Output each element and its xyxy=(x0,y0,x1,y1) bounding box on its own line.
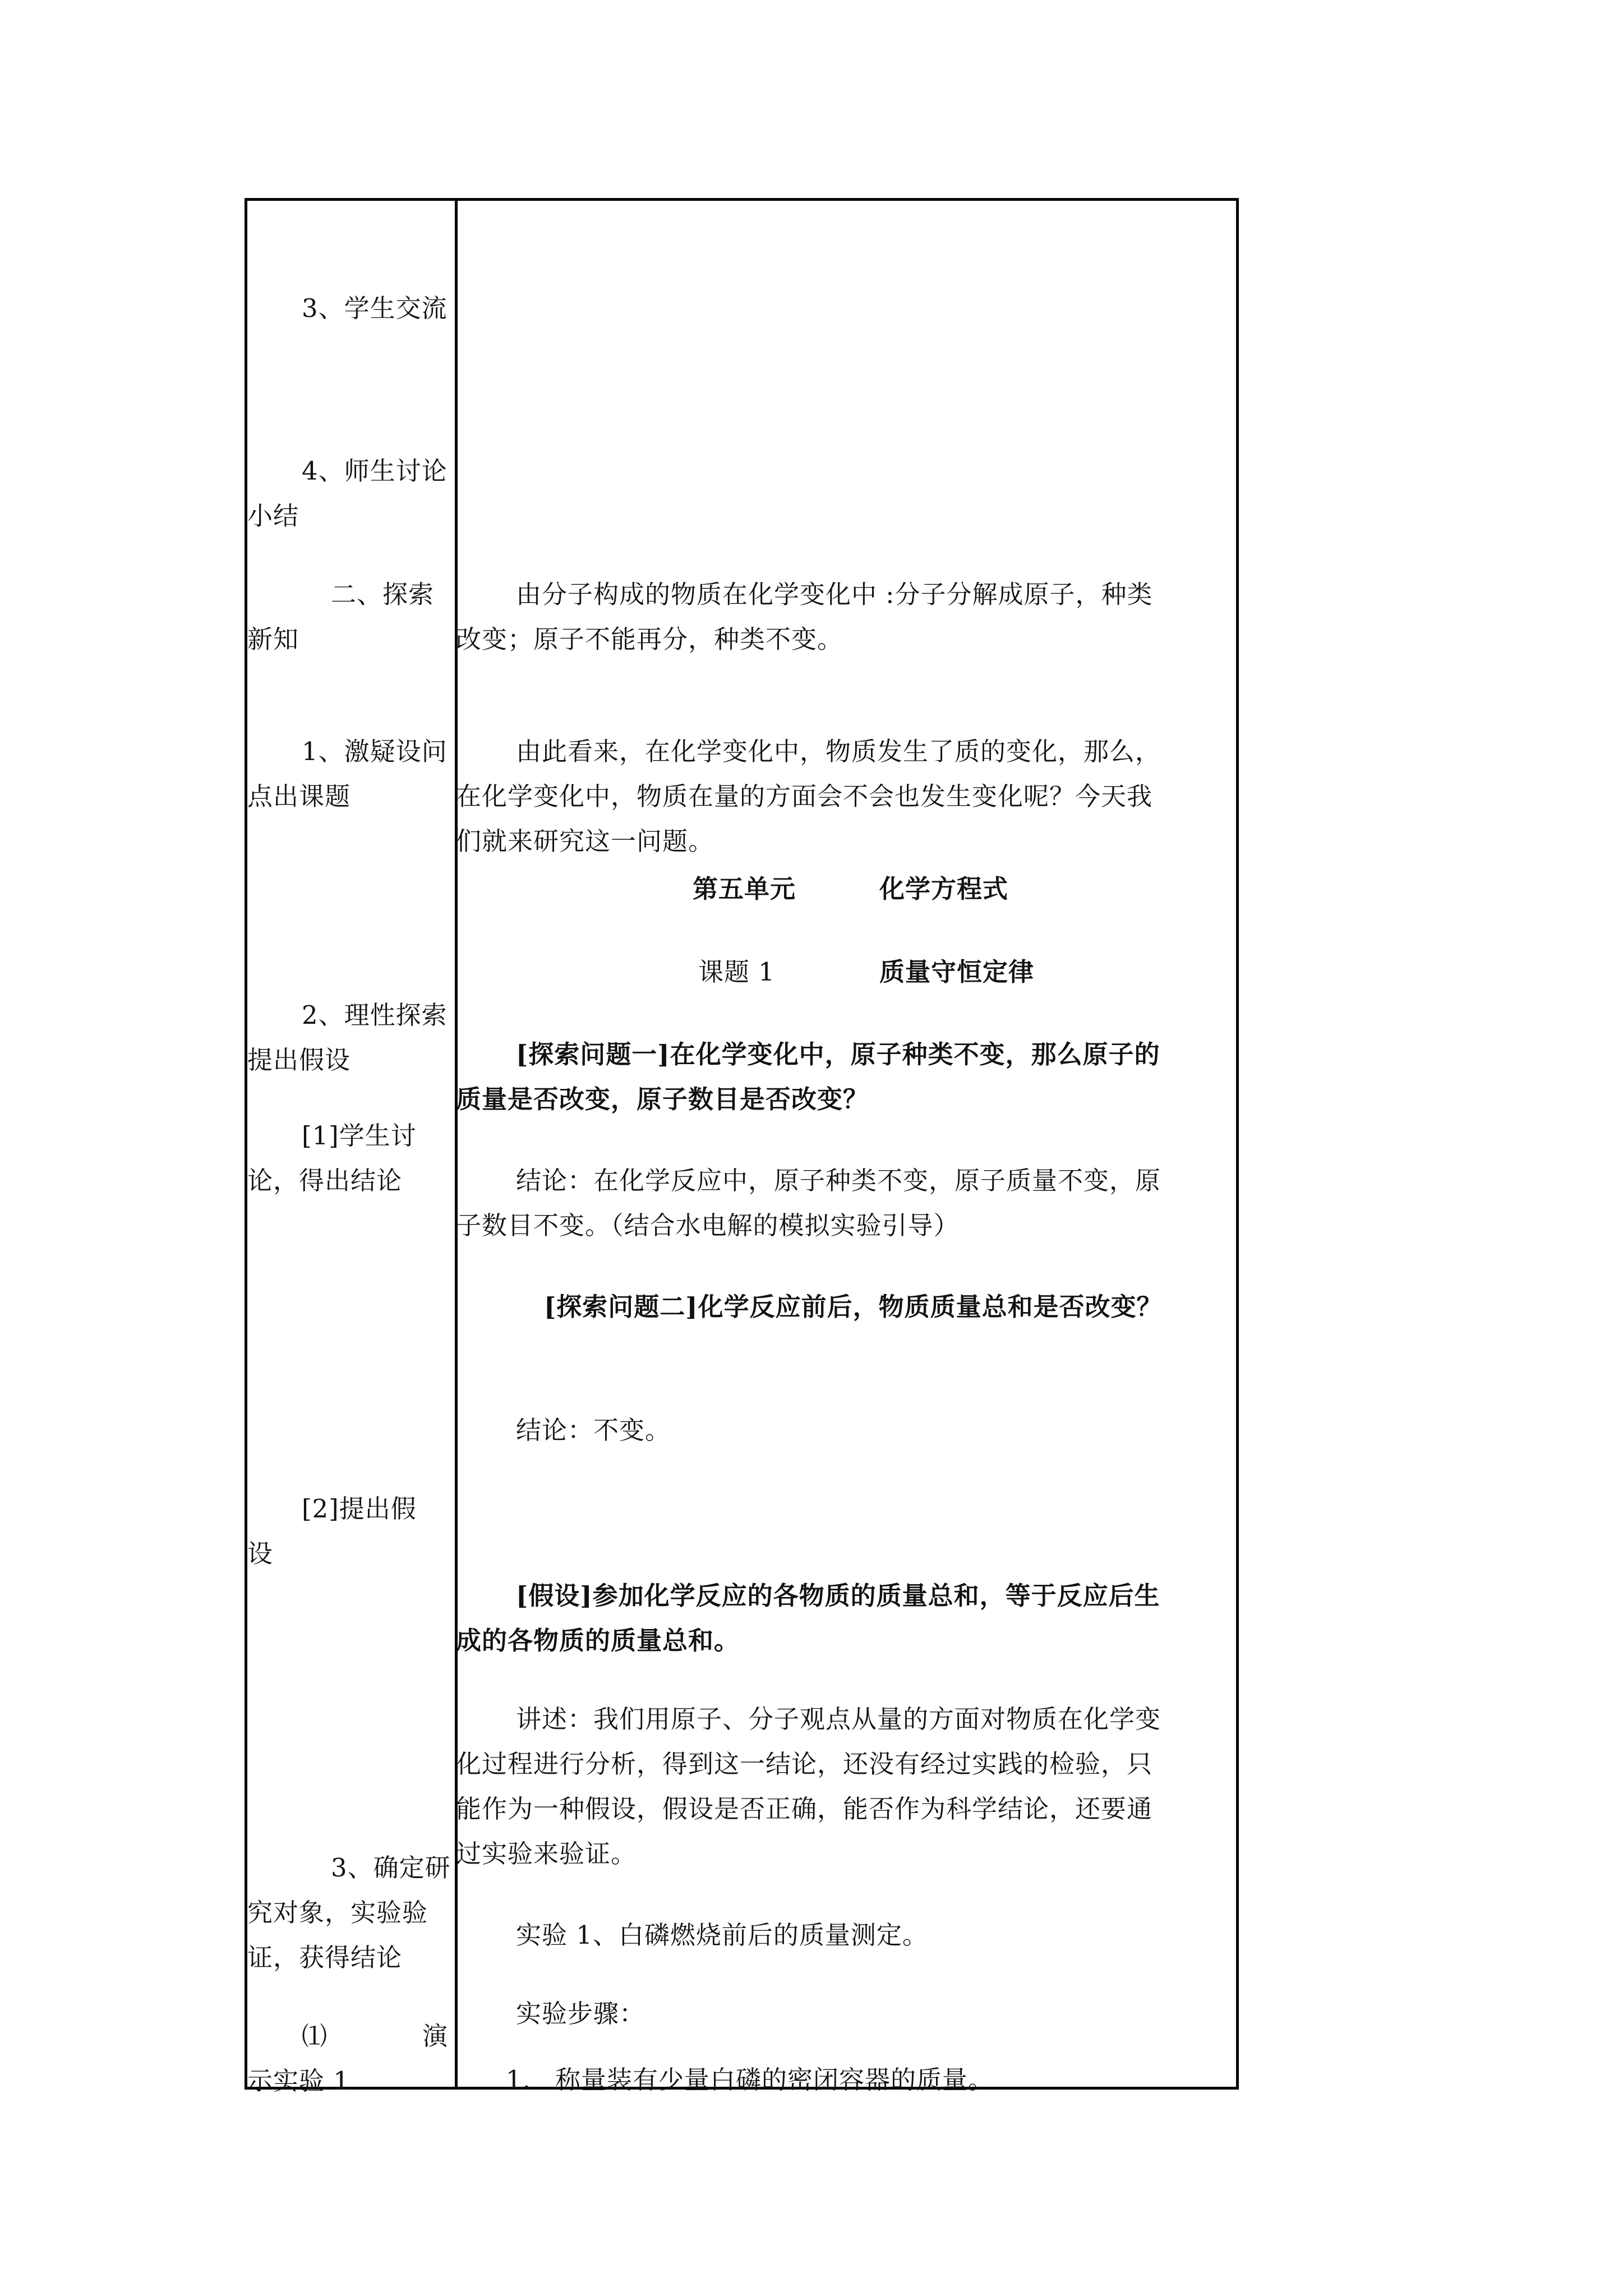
step-verify-line2: 究对象，实验验 xyxy=(247,1898,428,1927)
hypothesis-line1: [假设]参加化学反应的各物质的质量总和，等于反应后生 xyxy=(516,1581,1160,1611)
intro-line2: 改变；原子不能再分，种类不变。 xyxy=(456,624,843,654)
hypothesis-line2: 成的各物质的质量总和。 xyxy=(456,1626,740,1655)
demo-label-marker: ⑴ xyxy=(302,2021,328,2051)
step-rational-line2: 提出假设 xyxy=(247,1045,351,1075)
sub-discussion-line1: [1]学生讨 xyxy=(302,1121,417,1151)
intro-line1: 由分子构成的物质在化学变化中 :分子分解成原子，种类 xyxy=(516,579,1153,609)
step-student-exchange: 3、学生交流 xyxy=(302,293,448,323)
explore-question-1-line1: [探索问题一]在化学变化中，原子种类不变，那么原子的 xyxy=(516,1039,1160,1069)
lecture-line4: 过实验来验证。 xyxy=(456,1839,637,1869)
conclusion-1-line1: 结论：在化学反应中，原子种类不变，原子质量不变，原 xyxy=(516,1166,1161,1195)
step-verify-line3: 证，获得结论 xyxy=(247,1943,403,1972)
lesson-title: 质量守恒定律 xyxy=(879,957,1035,987)
step-inquiry-line1: 1、激疑设问 xyxy=(302,737,448,766)
step-rational-line1: 2、理性探索 xyxy=(302,1000,448,1030)
demo-label-line2: 示实验 1 xyxy=(247,2066,350,2096)
lecture-line2: 化过程进行分析，得到这一结论，还没有经过实践的检验，只 xyxy=(456,1749,1153,1779)
conclusion-1-line2: 子数目不变。（结合水电解的模拟实验引导） xyxy=(456,1211,960,1240)
conclusion-2: 结论：不变。 xyxy=(516,1415,671,1445)
experiment-step-number: 1. xyxy=(506,2065,531,2095)
experiment-title: 实验 1、白磷燃烧前后的质量测定。 xyxy=(516,1920,928,1950)
question-line2: 在化学变化中，物质在量的方面会不会也发生变化呢？今天我 xyxy=(456,781,1153,811)
lesson-number: 课题 1 xyxy=(698,957,775,987)
sub-discussion-line2: 论，得出结论 xyxy=(247,1166,403,1195)
sub-hypothesis-line1: [2]提出假 xyxy=(302,1494,417,1524)
lecture-line3: 能作为一种假设，假设是否正确，能否作为科学结论，还要通 xyxy=(456,1794,1153,1824)
demo-label-word: 演 xyxy=(422,2021,449,2051)
unit-title: 化学方程式 xyxy=(879,874,1009,904)
lecture-line1: 讲述：我们用原子、分子观点从量的方面对物质在化学变 xyxy=(516,1704,1161,1734)
sub-hypothesis-line2: 设 xyxy=(247,1539,274,1568)
step-teacher-discussion-line1: 4、师生讨论 xyxy=(302,456,448,486)
explore-question-2: [探索问题二]化学反应前后，物质质量总和是否改变？ xyxy=(544,1292,1163,1322)
step-inquiry-line2: 点出课题 xyxy=(247,781,351,811)
experiment-step-text: 称量装有少量白磷的密闭容器的质量。 xyxy=(555,2065,994,2095)
step-verify-line1: 3、确定研 xyxy=(331,1853,451,1883)
experiment-steps-label: 实验步骤： xyxy=(516,1999,645,2028)
explore-question-1-line2: 质量是否改变，原子数目是否改变？ xyxy=(456,1084,869,1114)
step-teacher-discussion-line2: 小结 xyxy=(247,501,299,531)
question-line1: 由此看来，在化学变化中，物质发生了质的变化，那么， xyxy=(516,737,1161,766)
unit-number: 第五单元 xyxy=(693,874,796,904)
section-explore-line1: 二、探索 xyxy=(331,579,435,609)
section-explore-line2: 新知 xyxy=(247,624,299,654)
question-line3: 们就来研究这一问题。 xyxy=(456,826,714,856)
